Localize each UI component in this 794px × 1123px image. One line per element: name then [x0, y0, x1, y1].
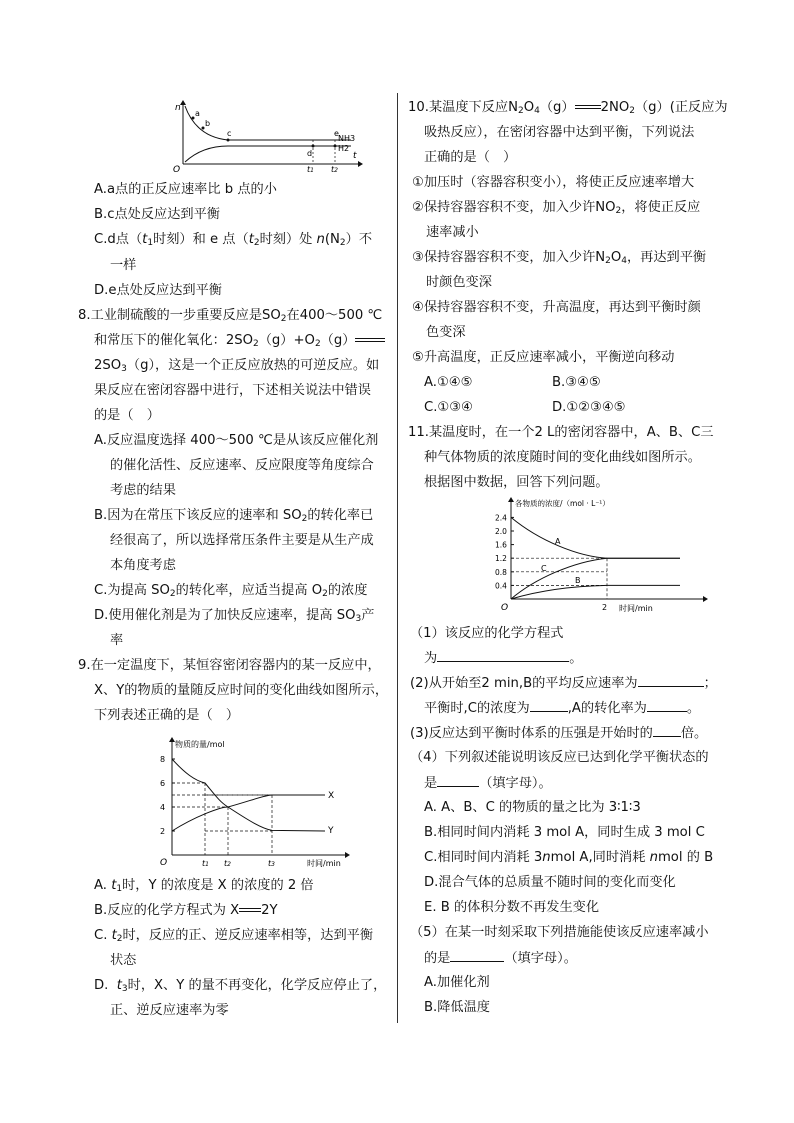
q9-option-a: A. $t_1$时，Y 的浓度是 X 的浓度的 2 倍 — [94, 878, 314, 894]
q7-t2-label: t2 — [331, 165, 338, 173]
q10-statement-2: ②保持容器容积不变，加入少许$NO_2$，将使正反应 — [412, 200, 701, 216]
q9-option-c-2: 状态 — [110, 953, 137, 968]
q10-statement-4: ④保持容器容积不变，升高温度，再达到平衡时颜 — [412, 300, 701, 315]
q8-option-d: D.使用催化剂是为了加快反应速率，提高 $SO_3$产 — [94, 608, 375, 624]
q11-part-4-option-c: C.相同时间内消耗 3nmol A,同时消耗 nmol 的 B — [424, 850, 714, 865]
q10-statement-4b: 色变深 — [426, 325, 466, 340]
q11-part-4-option-a: A. A、B、C 的物质的量之比为 3∶1∶3 — [424, 800, 641, 815]
q11-part-4-option-d: D.混合气体的总质量不随时间的变化而变化 — [424, 875, 676, 890]
q11-xtick-2: 2 — [602, 603, 608, 612]
q7-h2-label: H2 — [338, 144, 350, 153]
q8-stem-5: 的是（ ） — [94, 408, 160, 423]
q9-origin: O — [160, 858, 168, 868]
q10-statement-3b: 时颜色变深 — [426, 275, 492, 290]
q7-graph — [173, 98, 363, 173]
q11-part-4: （4）下列叙述能说明该反应已达到化学平衡状态的 — [410, 750, 709, 765]
q9-tick-t2: t2 — [224, 859, 231, 868]
q11-chart — [493, 496, 708, 616]
q7-point-e: e — [334, 129, 339, 138]
q8-option-a-2: 的催化活性、反应速率、反应限度等角度综合 — [110, 458, 374, 473]
q7-option-c: C.d点（$t_1$时刻）和 e 点（$t_2$时刻）处 $n(N_2)$不 — [94, 232, 373, 248]
q8-stem-4: 果反应在密闭容器中进行，下述相关说法中错误 — [94, 383, 371, 398]
q9-ytick-2: 2 — [160, 827, 166, 836]
q8-option-b-3: 本角度考虑 — [110, 558, 176, 573]
q10-statement-1: ①加压时（容器容积变小），将使正反应速率增大 — [412, 175, 695, 190]
q7-point-d: d — [307, 149, 313, 158]
q11-ylabel: 各物质的浓度/（mol · L⁻¹） — [515, 499, 610, 508]
q7-t1-label: t1 — [307, 165, 314, 173]
q11-label-b: B — [575, 576, 581, 585]
equals-sign — [239, 906, 261, 914]
q11-part-5-option-b: B.降低温度 — [424, 1000, 490, 1015]
q10-stem-3: 正确的是（ ） — [424, 150, 517, 165]
q11-ytick-2.4: 2.4 — [495, 513, 507, 523]
answer-blank[interactable] — [530, 700, 568, 712]
q9-tick-t3: t3 — [268, 859, 275, 868]
answer-blank[interactable] — [638, 675, 704, 687]
q7-nh3-label: NH3 — [338, 134, 356, 143]
q11-ytick-2.0: 2.0 — [495, 527, 507, 536]
q9-label-y: Y — [328, 826, 334, 836]
q10-stem: 10.某温度下反应$N_2O_4(g)$ $2NO_2(g)$(正反应为 — [408, 100, 728, 116]
q11-label-c: C — [541, 564, 547, 573]
q7-option-b: B.c点处反应达到平衡 — [94, 207, 220, 222]
q9-ytick-6: 6 — [160, 779, 166, 788]
q11-part-3: (3)反应达到平衡时体系的压强是开始时的 倍。 — [410, 726, 708, 741]
q9-ytick-4: 4 — [160, 803, 166, 812]
answer-blank[interactable] — [653, 725, 681, 737]
q11-origin: O — [501, 603, 509, 613]
q8-option-b-2: 经很高了，所以选择常压条件主要是从生产成 — [110, 533, 374, 548]
q10-statement-2b: 速率减小 — [426, 225, 479, 240]
q11-part-2b: 平衡时,C的浓度为 ,A的转化率为 。 — [424, 701, 701, 716]
q9-xlabel: 时间/min — [307, 859, 341, 868]
q10-option-b: B.③④⑤ — [552, 375, 601, 390]
q11-ytick-0.8: 0.8 — [495, 567, 507, 577]
q11-part-2: (2)从开始至2 min,B的平均反应速率为 ； — [410, 676, 717, 691]
q7-axis-n: n — [175, 103, 181, 113]
q7-point-c: c — [227, 129, 232, 138]
q11-stem-3: 根据图中数据，回答下列问题。 — [424, 475, 609, 490]
q8-option-a: A.反应温度选择 400～500 ℃是从该反应催化剂 — [94, 433, 379, 448]
q9-label-x: X — [328, 791, 335, 801]
q11-stem: 11.某温度时，在一个2 L的密闭容器中，A、B、C三 — [408, 425, 714, 440]
q7-axis-t: t — [353, 151, 357, 161]
q9-series-x — [172, 795, 325, 831]
q7-option-a: A.a点的正反应速率比 b 点的小 — [94, 182, 277, 197]
equilibrium-sign — [355, 336, 385, 344]
answer-blank[interactable] — [647, 700, 687, 712]
q8-option-c: C.为提高 $SO_2$的转化率，应适当提高 $O_2$的浓度 — [94, 583, 368, 599]
q8-stem-2: 和常压下的催化氧化：$2SO_2(g)+O_2(g)$ — [94, 333, 385, 352]
q7-point-b: b — [205, 119, 211, 128]
q11-part-1-answer: 为 。 — [424, 651, 583, 666]
q9-tick-t1: t1 — [202, 859, 209, 868]
q10-statement-3: ③保持容器容积不变，加入少许$N_2O_4$，再达到平衡 — [412, 250, 707, 266]
q8-option-d-2: 率 — [110, 633, 124, 648]
answer-blank[interactable] — [450, 950, 504, 962]
column-divider — [397, 93, 398, 1023]
q8-stem: 8.工业制硫酸的一步重要反应是$SO_2$在400～500 ℃ — [78, 308, 383, 324]
q11-part-4-option-e: E. B 的体积分数不再发生变化 — [424, 900, 600, 915]
q9-stem-3: 下列表述正确的是（ ） — [94, 708, 240, 723]
q8-option-a-3: 考虑的结果 — [110, 483, 176, 498]
q9-stem: 9.在一定温度下，某恒容密闭容器内的某一反应中， — [78, 658, 381, 673]
q11-ytick-1.6: 1.6 — [495, 540, 507, 550]
q7-option-c-cont: 一样 — [110, 258, 137, 273]
q8-option-b: B.因为在常压下该反应的速率和 $SO_2$的转化率已 — [94, 508, 374, 524]
q10-statement-5: ⑤升高温度，正反应速率减小，平衡逆向移动 — [412, 350, 675, 365]
q9-option-d-2: 正、逆反应速率为零 — [110, 1003, 229, 1018]
q10-option-d: D.①②③④⑤ — [552, 400, 626, 415]
q10-option-c: C.①③④ — [424, 400, 473, 415]
q11-part-4b: 是 （填字母）。 — [424, 776, 552, 791]
q11-xlabel: 时间/min — [619, 604, 653, 613]
q11-series-a — [511, 517, 680, 558]
q9-option-d: D. $t_3$时，X、Y 的量不再变化，化学反应停止了， — [94, 978, 387, 994]
q7-option-d: D.e点处反应达到平衡 — [94, 283, 222, 298]
q7-point-a: a — [195, 109, 200, 118]
q11-part-5: （5）在某一时刻采取下列措施能使该反应速率减小 — [410, 925, 709, 940]
q11-part-5b: 的是 （填字母）。 — [424, 951, 577, 966]
q10-stem-2: 吸热反应），在密闭容器中达到平衡，下列说法 — [424, 125, 695, 140]
q11-label-a: A — [555, 537, 561, 546]
q9-option-c: C. $t_2$时，反应的正、逆反应速率相等，达到平衡 — [94, 928, 374, 944]
q11-series-b — [511, 585, 680, 599]
q9-stem-2: X、Y的物质的量随反应时间的变化曲线如图所示， — [94, 683, 389, 698]
q7-origin: O — [173, 165, 181, 173]
q9-ytick-8: 8 — [160, 755, 166, 764]
q9-ylabel: 物质的量/mol — [175, 740, 225, 749]
q11-stem-2: 种气体物质的浓度随时间的变化曲线如图所示。 — [424, 450, 701, 465]
q9-option-b: B.反应的化学方程式为 X 2Y — [94, 903, 278, 918]
q9-chart — [150, 735, 350, 870]
q8-stem-3: $2SO_3(g)$，这是一个正反应放热的可逆反应。如 — [94, 358, 380, 374]
q11-ytick-0.4: 0.4 — [495, 581, 507, 591]
q11-part-4-option-b: B.相同时间内消耗 3 mol A，同时生成 3 mol C — [424, 825, 705, 840]
q10-option-a: A.①④⑤ — [424, 375, 473, 390]
answer-blank[interactable] — [437, 650, 569, 662]
q11-part-5-option-a: A.加催化剂 — [424, 975, 490, 990]
equilibrium-sign — [575, 103, 601, 111]
q11-part-1: （1）该反应的化学方程式 — [410, 626, 564, 641]
answer-blank[interactable] — [437, 775, 479, 787]
q11-ytick-1.2: 1.2 — [495, 554, 507, 564]
